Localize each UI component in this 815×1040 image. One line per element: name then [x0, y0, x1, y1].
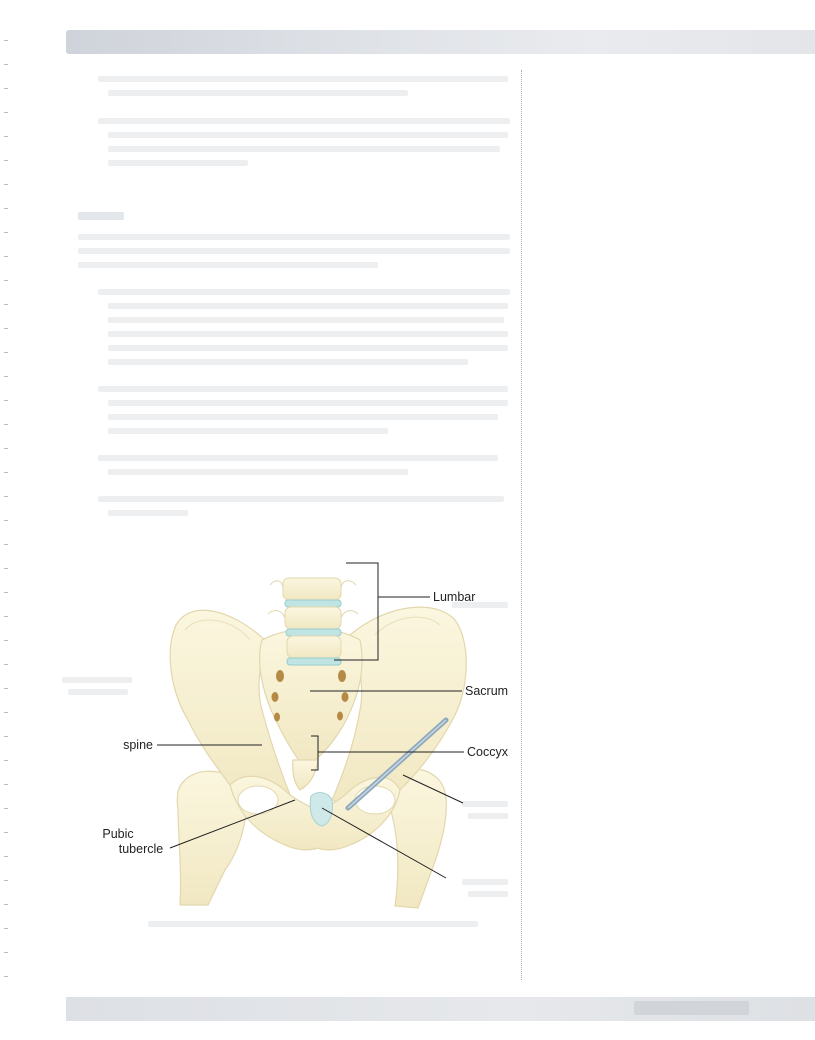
footer-band: [66, 997, 815, 1021]
sacrum-label: Sacrum: [465, 684, 509, 698]
footer-page-cap: [634, 1001, 749, 1015]
pubic-tubercle-label-line1: Pubic: [102, 827, 134, 841]
coccyx-label: Coccyx: [467, 745, 508, 759]
pubic-tubercle-label-line2: tubercle: [118, 842, 164, 856]
spine-label: spine: [123, 738, 153, 752]
coccyx: [293, 760, 318, 790]
lumbar-label: Lumbar: [433, 590, 476, 604]
